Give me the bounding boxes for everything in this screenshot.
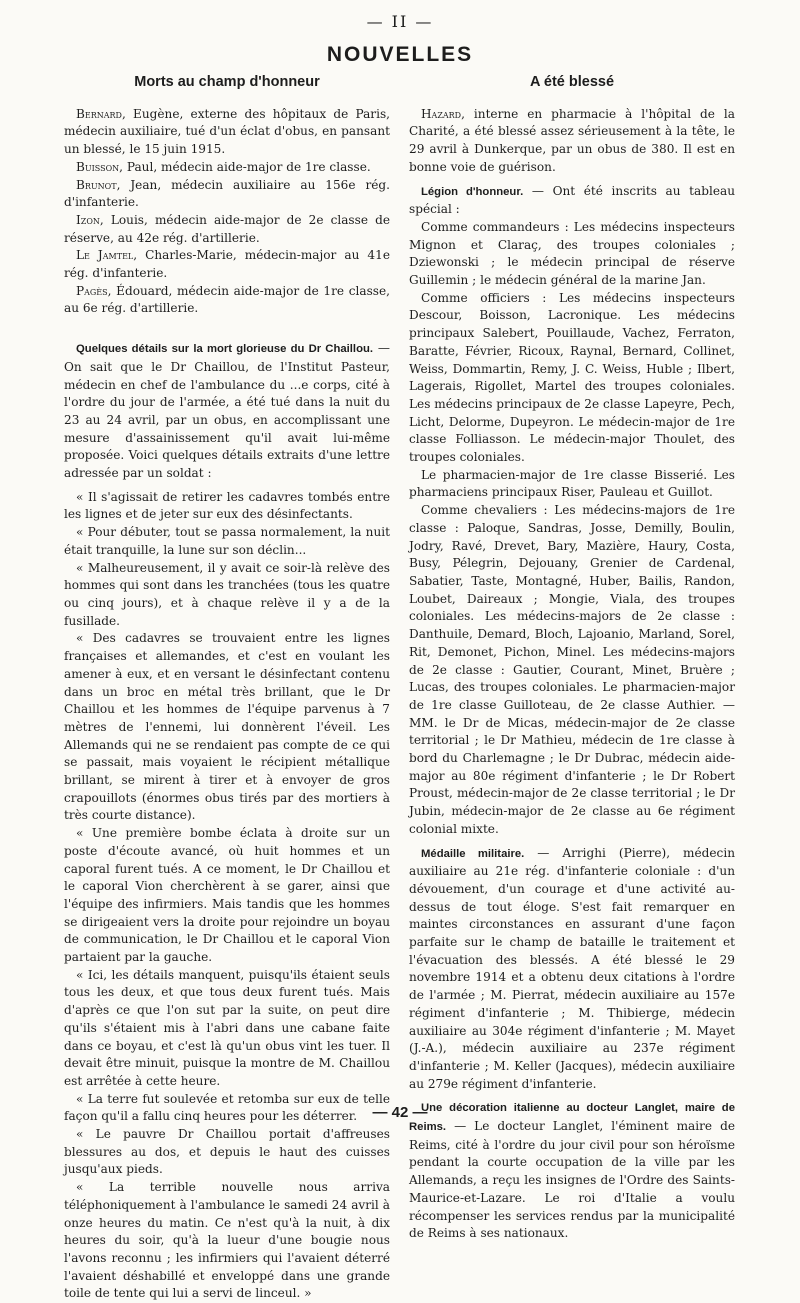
medaille-paragraph: [409, 845, 735, 1094]
chaillou-intro-text: — On sait que le Dr Chaillou, de l'Institut Pasteur, médecin en chef de l'ambulance du ...e corps, cité à l'ordre du jour de l'armée, a été tué dans la nuit du 23 au 24 avril, par un obus, en accomplissant une mesure d'assainissement qu'il avait lui-même proposée. Voici quelques détails extraits d'une lettre adressée par un soldat :: [64, 341, 390, 481]
death-text: , Louis, médecin aide-major de 2e classe de réserve, au 42e rég. d'artillerie.: [64, 212, 390, 245]
legion-paragraph: Comme chevaliers : Les médecins-majors de 1re classe : Paloque, Sandras, Josse, Demilly, Boulin, Jodry, Ravé, Drevet, Bary, Mazière, Haury, Costa, Busy, Pélegrin, Dejouany, Grenier de Cardenal, Sabatier, Taste, Montagné, Huber, Bailis, Randon, Loubet, Daireaux ; Mongie, Viala, des troupes coloniales. Les médecins-majors de 2e classe : Danthuile, Demard, Bloch, Lajoanio, Marland, Sorel, Rit, Demonet, Pichon, Minel. Les médecins-majors de 2e classe : Gautier, Courant, Minet, Bruère ; Lucas, des troupes coloniales. Le pharmacien-major de 1re classe Guilloteau, de 2e classe Authier. — MM. le Dr de Micas, médecin-major de 2e classe territorial ; le Dr Mathieu, médecin de 1re classe à bord du Charlemagne ; le Dr Dubrac, médecin aide-major au 80e régiment d'infanterie ; le Dr Robert Proust, médecin-major de 2e classe territorial ; le Dr Jubin, médecin-major de 2e classe au 6e régiment colonial mixte.: [409, 503, 735, 836]
death-text: , Jean, médecin auxiliaire au 156e rég. d'infanterie.: [64, 177, 390, 210]
legion-paragraph: Le pharmacien-major de 1re classe Bisserié. Les pharmaciens principaux Riser, Pauleau et Guillot.: [409, 467, 735, 500]
death-name: Le Jamtel: [76, 248, 134, 263]
quote-paragraph: « La terrible nouvelle nous arriva téléphoniquement à l'ambulance le samedi 24 avril à onze heures du matin. Ce n'est qu'à la nuit, à dix heures du soir, qu'à la lueur d'une bougie nous l'avons reconnu ; les infirmiers qui l'avaient déterré l'avaient déshabillé et enveloppé dans une grande toile de tente qui lui a servi de linceul. »: [64, 1180, 390, 1301]
blesse-entry: [409, 106, 735, 177]
medaille-label: Médaille militaire.: [421, 847, 525, 860]
decoration-label: Une décoration italienne au docteur Langlet, maire de Reims.: [409, 1102, 735, 1134]
death-text: , Paul, médecin aide-major de 1re classe.: [119, 159, 371, 174]
quote-paragraph: « Des cadavres se trouvaient entre les lignes françaises et allemandes, et c'est en voulant les amener à eux, et en versant le désinfectant contenu dans un broc en métal très brillant, que le Dr Chaillou et les hommes de l'équipe parvenus à 7 mètres de l'ennemi, lui donnèrent l'éveil. Les Allemands qui ne se rendaient pas compte de ce qui se passait, mais voyaient le récipient métallique brillant, se mirent à tirer et à envoyer de gros crapouillots (énormes obus tirés par des mortiers à très courte distance).: [64, 631, 390, 823]
quote-paragraph: « Pour débuter, tout se passa normalement, la nuit était tranquille, la lune sur son déclin...: [64, 525, 390, 557]
section-heading-blesse: A été blessé: [529, 74, 615, 90]
right-column: [409, 74, 735, 1243]
quote-paragraph: « Une première bombe éclata à droite sur un poste d'écoute avancé, où huit hommes et un caporal furent tués. A ce moment, le Dr Chaillou et le caporal Vion cherchèrent à se garer, ainsi que l'équipe des infirmiers. Mais tandis que les hommes se dirigeaient vers la droite pour rejoindre un boyau de communication, le Dr Chaillou et le caporal Vion partaient par la gauche.: [64, 826, 390, 965]
death-text: , Eugène, externe des hôpitaux de Paris, médecin auxiliaire, tué d'un éclat d'obus, en pansant un blessé, le 15 juin 1915.: [64, 106, 390, 157]
legion-intro: [409, 183, 735, 219]
legion-intro-text: — Ont été inscrits au tableau spécial :: [409, 183, 735, 217]
medaille-text: — Arrighi (Pierre), médecin auxiliaire au 21e rég. d'infanterie coloniale : d'un dévouement, d'un courage et d'une activité au-dessus de tout éloge. S'est fait remarquer en maintes circonstances en assurant d'une façon parfaite sur le champ de bataille le traitement et l'évacuation des blessés. A été blessé le 29 novembre 1914 et a obtenu deux citations à l'ordre de l'armée ; M. Pierrat, médecin auxiliaire au 157e régiment d'infanterie ; M. Thibierge, médecin auxiliaire au 304e régiment d'infanterie ; M. Mayet (J.-A.), médecin auxiliaire au 237e régiment d'infanterie ; M. Keller (Jacques), médecin auxiliaire au 279e régiment d'infanterie.: [409, 845, 735, 1091]
page-number: — 42 —: [372, 1104, 428, 1121]
blesse-name: Hazard: [421, 106, 462, 121]
legion-paragraph: Comme officiers : Les médecins inspecteurs Descour, Boisson, Lacronique. Les médecins principaux Salebert, Pouillaude, Vachez, Ferraton, Baratte, Février, Ricoux, Raynal, Bernard, Collinet, Weiss, Dommartin, Remy, J. C. Weiss, Huble ; Ilbert, Lagerais, Rigollet, Martel des troupes coloniales. Les médecins principaux de 2e classe Lapeyre, Pech, Licht, Delorme, Dupeyron. Le médecin-major de 1re classe Folliasson. Le médecin-major Thoulet, des troupes coloniales.: [409, 290, 735, 465]
quote-paragraph: « La terre fut soulevée et retomba sur eux de telle façon qu'il a fallu cinq heures pour les déterrer.: [64, 1091, 390, 1124]
page-number-roman: — II —: [366, 12, 434, 31]
death-text: , Charles-Marie, médecin-major au 41e rég. d'infanterie.: [64, 248, 390, 281]
death-entry: [64, 283, 390, 318]
quote-paragraph: « Ici, les détails manquent, puisqu'ils étaient seuls tous les deux, et que tous deux furent tués. Mais d'après ce que l'on sut par la suite, on peut dire qu'ils s'étaient mis à l'abri dans une cabane faite dans ce boyau, et c'est là qu'un obus vint les tuer. Il devait être minuit, puisque la montre de M. Chaillou est arrêtée à cette heure.: [64, 967, 390, 1088]
death-entry: [64, 106, 390, 159]
quote-paragraph: « Il s'agissait de retirer les cadavres tombés entre les lignes et de jeter sur eux des désinfectants.: [64, 489, 390, 522]
death-entry: [64, 177, 390, 212]
legion-paragraph: Comme commandeurs : Les médecins inspecteurs Mignon et Claraç, des troupes coloniales ; Dziewonski ; le médecin principal de réserve Guillemin ; le médecin général de la marine Jan.: [409, 219, 735, 288]
section-heading-morts: Morts au champ d'honneur: [134, 74, 320, 90]
death-name: Brunot: [76, 177, 117, 192]
quote-paragraph: « Le pauvre Dr Chaillou portait d'affreuses blessures au dos, et depuis le haut des cuisses jusqu'aux pieds.: [64, 1127, 390, 1177]
blesse-text: , interne en pharmacie à l'hôpital de la Charité, a été blessé assez sérieusement à la tête, le 29 avril à Dunkerque, par un obus de 380. Il est en bonne voie de guérison.: [409, 106, 735, 174]
death-name: Bernard: [76, 106, 122, 121]
death-entry: [64, 212, 390, 247]
death-entry: [64, 159, 390, 177]
death-text: , Édouard, médecin aide-major de 1re classe, au 6e rég. d'artillerie.: [64, 283, 390, 316]
quote-paragraph: « Malheureusement, il y avait ce soir-là relève des hommes qui sont dans les tranchées (tous les quatre ou cinq jours), et à chaque relève il y a de la fusillade.: [64, 560, 390, 628]
death-entry: [64, 247, 390, 282]
death-name: Buisson: [76, 159, 120, 174]
chaillou-intro: [64, 340, 390, 483]
chaillou-heading: Quelques détails sur la mort glorieuse du Dr Chaillou.: [76, 343, 374, 356]
page-title: NOUVELLES: [326, 43, 474, 66]
decoration-text: — Le docteur Langlet, l'éminent maire de Reims, cité à l'ordre du jour civil pour son héroïsme pendant la courte occupation de la ville par les Allemands, a reçu les insignes de l'Ordre des Saints-Maurice-et-Lazare. Le roi d'Italie a voulu récompenser les services rendus par la municipalité de Reims à ses nationaux.: [409, 1119, 735, 1241]
death-name: Izon: [76, 212, 100, 227]
death-name: Pagès: [76, 283, 108, 298]
legion-label: Légion d'honneur.: [421, 185, 524, 198]
